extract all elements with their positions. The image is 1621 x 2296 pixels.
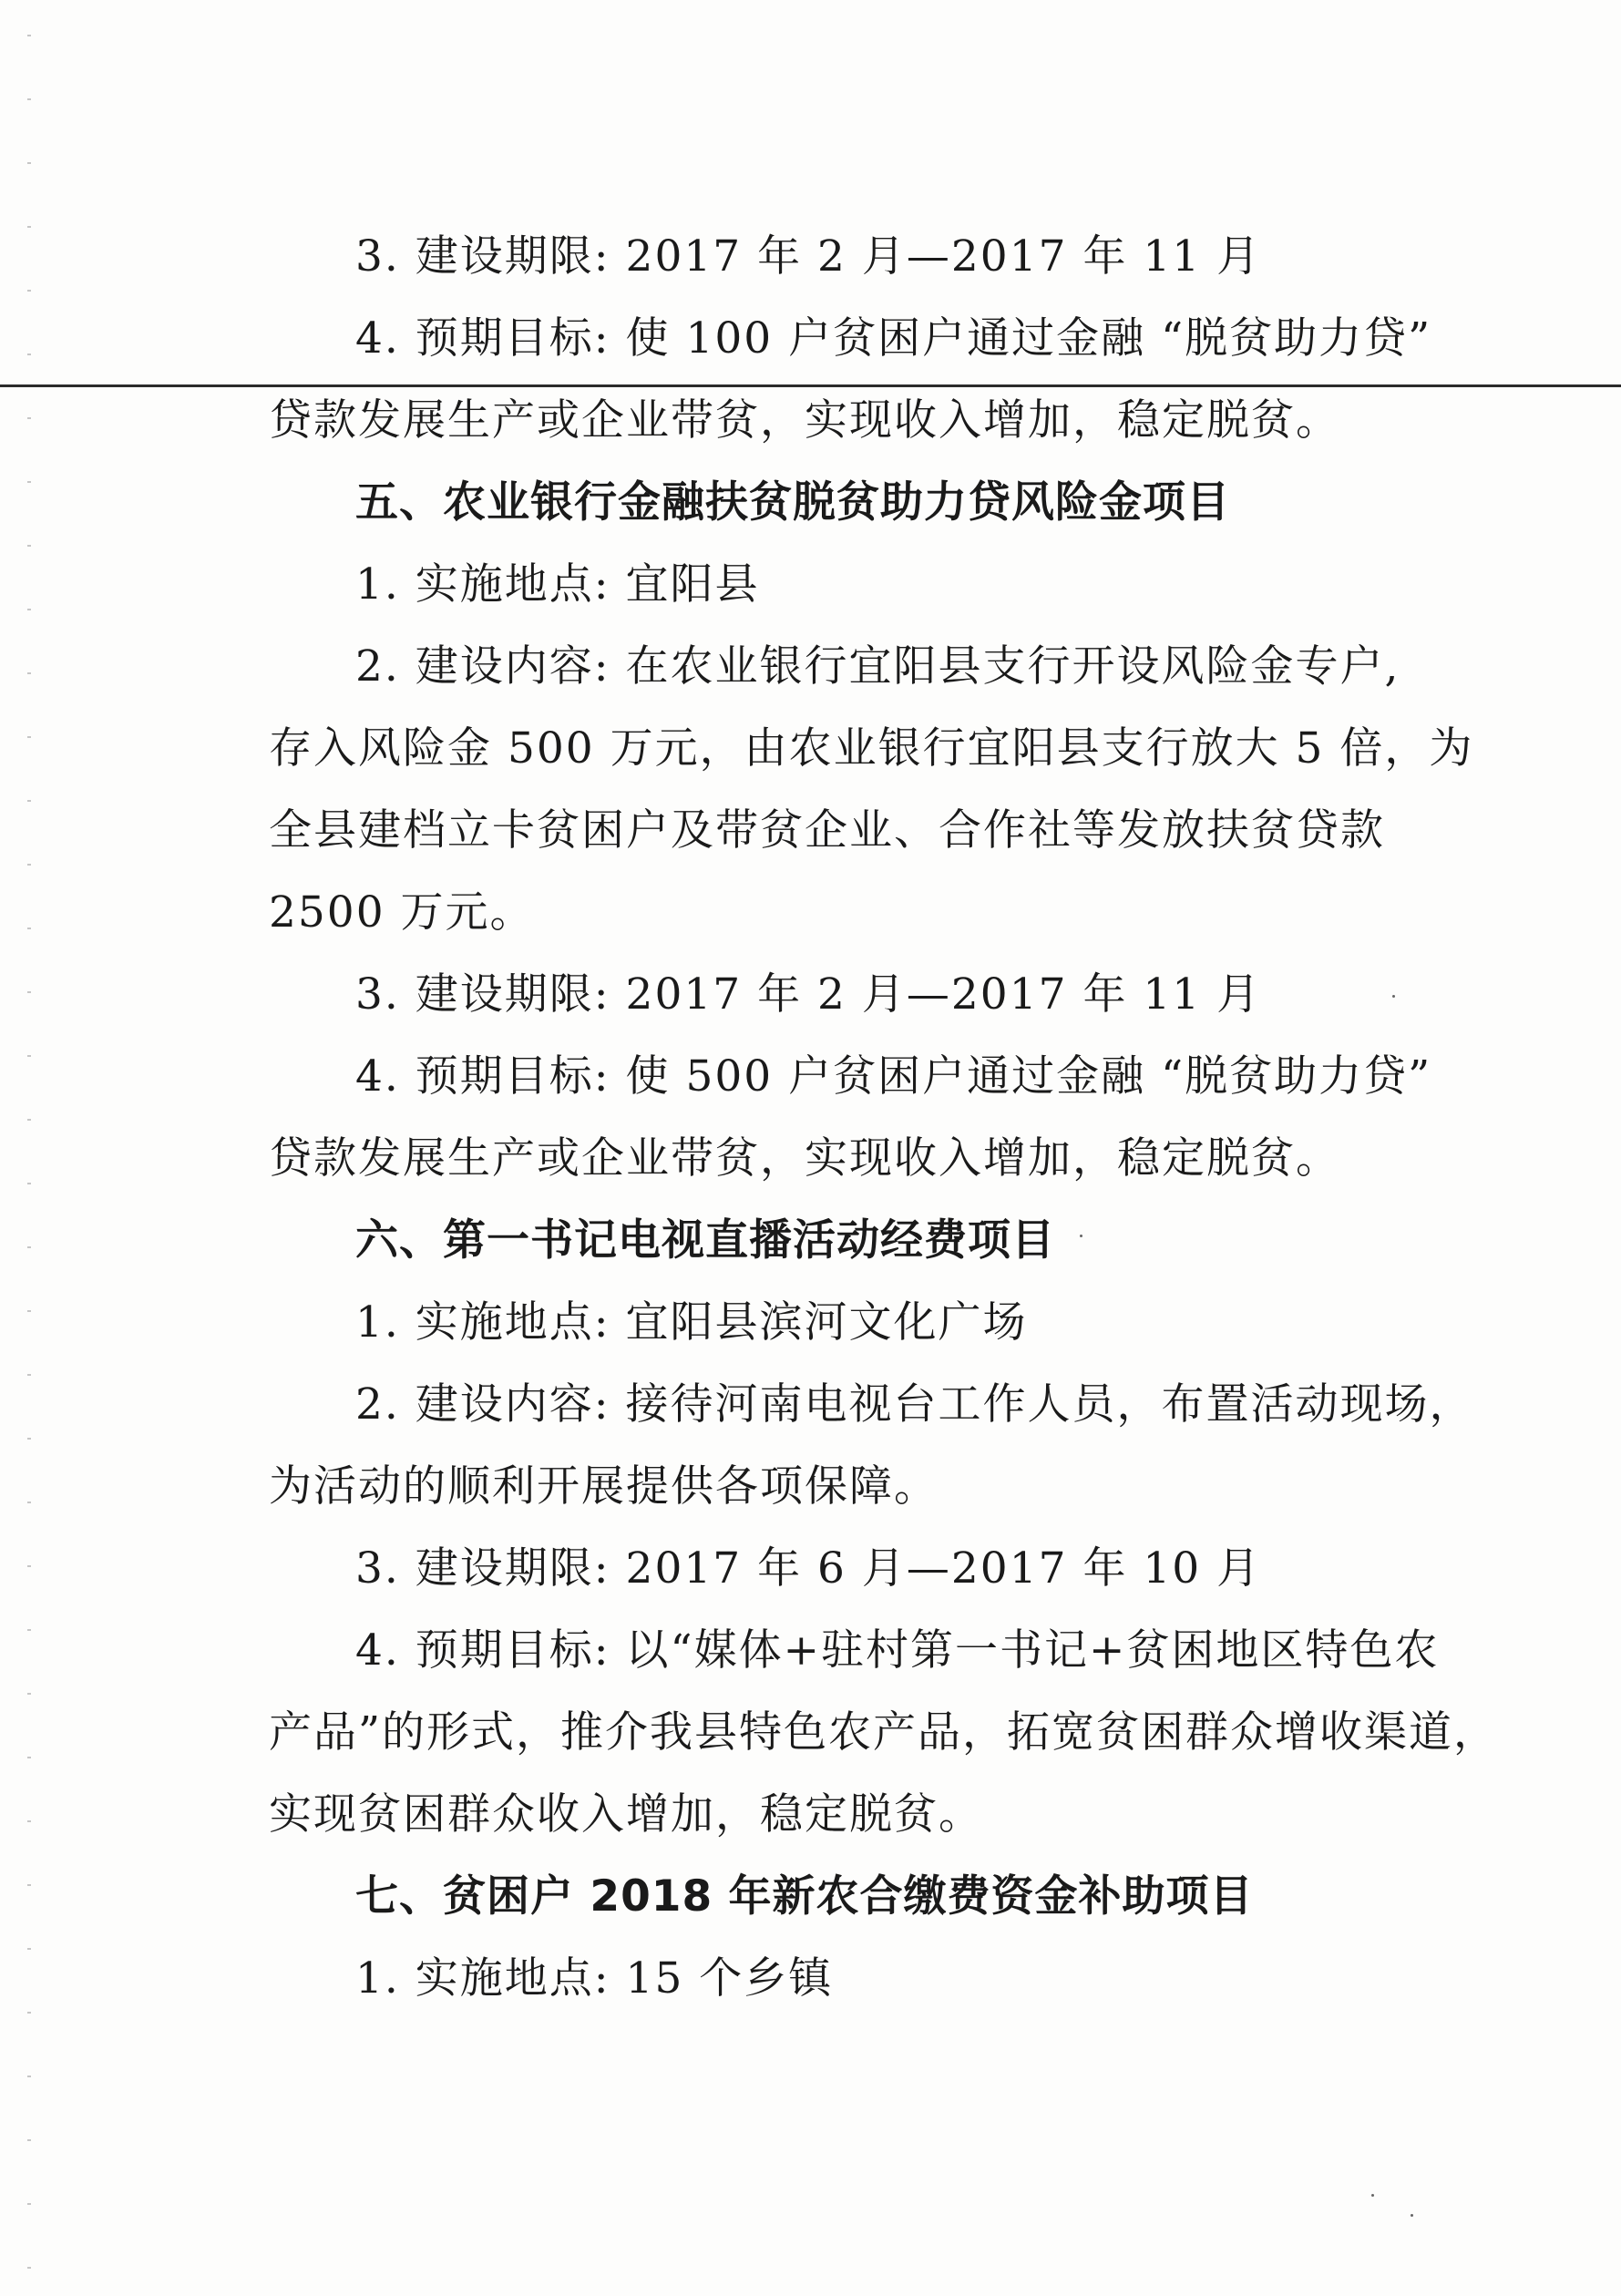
section-5-content-line2: 存入风险金 500 万元，由农业银行宜阳县支行放大 5 倍，为 bbox=[269, 723, 1474, 774]
item-4-goal-line2: 贷款发展生产或企业带贫，实现收入增加，稳定脱贫。 bbox=[269, 395, 1340, 446]
section-5-location: 1. 实施地点: 宜阳县 bbox=[355, 559, 760, 610]
section-5-heading: 五、农业银行金融扶贫脱贫助力贷风险金项目 bbox=[355, 477, 1230, 528]
section-6-heading: 六、第一书记电视直播活动经费项目 bbox=[355, 1215, 1055, 1266]
section-5-content-line4: 2500 万元。 bbox=[269, 887, 535, 938]
scan-speck bbox=[1080, 1235, 1082, 1237]
scan-speck bbox=[1392, 995, 1395, 998]
section-5-goal-line2: 贷款发展生产或企业带贫，实现收入增加，稳定脱贫。 bbox=[269, 1133, 1340, 1184]
item-4-goal-line1: 4. 预期目标: 使 100 户贫困户通过金融 “脱贫助力贷” bbox=[355, 313, 1432, 364]
scan-margin-marks bbox=[27, 0, 31, 2296]
section-5-goal-line1: 4. 预期目标: 使 500 户贫困户通过金融 “脱贫助力贷” bbox=[355, 1051, 1432, 1102]
section-6-goal-line2: 产品”的形式，推介我县特色农产品，拓宽贫困群众增收渠道， bbox=[269, 1707, 1499, 1758]
scan-speck bbox=[1371, 2194, 1374, 2197]
scan-speck bbox=[1411, 2214, 1413, 2217]
section-6-goal-line1: 4. 预期目标: 以“媒体+驻村第一书记+贫困地区特色农 bbox=[355, 1625, 1440, 1676]
section-5-content-line1: 2. 建设内容: 在农业银行宜阳县支行开设风险金专户, bbox=[355, 641, 1400, 692]
section-6-content-line2: 为活动的顺利开展提供各项保障。 bbox=[269, 1461, 939, 1512]
section-5-content-line3: 全县建档立卡贫困户及带贫企业、合作社等发放扶贫贷款 bbox=[269, 805, 1385, 856]
section-6-period: 3. 建设期限: 2017 年 6 月—2017 年 10 月 bbox=[355, 1543, 1262, 1594]
section-6-content-line1: 2. 建设内容: 接待河南电视台工作人员，布置活动现场， bbox=[355, 1379, 1474, 1430]
scan-fold-line bbox=[0, 384, 1621, 387]
section-6-location: 1. 实施地点: 宜阳县滨河文化广场 bbox=[355, 1297, 1028, 1348]
section-5-period: 3. 建设期限: 2017 年 2 月—2017 年 11 月 bbox=[355, 969, 1262, 1020]
section-7-heading: 七、贫困户 2018 年新农合缴费资金补助项目 bbox=[355, 1871, 1254, 1922]
item-3-period: 3. 建设期限: 2017 年 2 月—2017 年 11 月 bbox=[355, 231, 1262, 282]
section-6-goal-line3: 实现贫困群众收入增加，稳定脱贫。 bbox=[269, 1789, 983, 1840]
section-7-location: 1. 实施地点: 15 个乡镇 bbox=[355, 1953, 834, 2004]
